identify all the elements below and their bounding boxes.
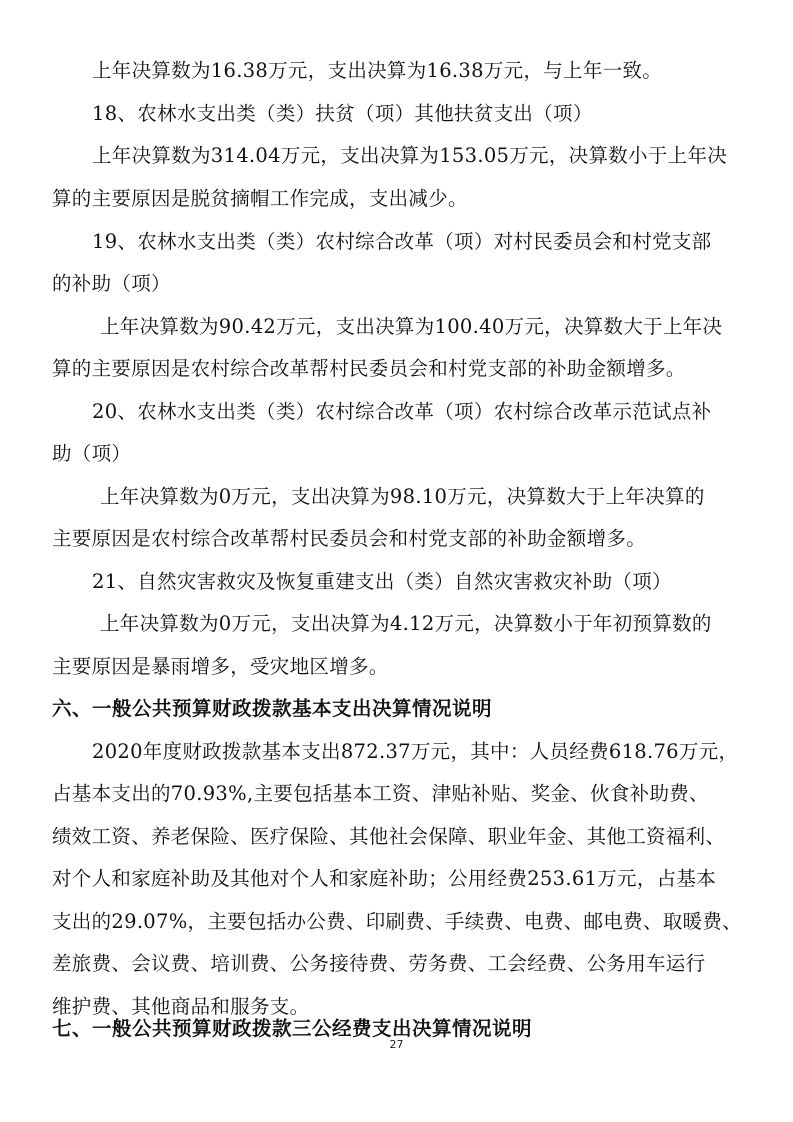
paragraph-line: 算的主要原因是脱贫摘帽工作完成，支出减少。 (52, 187, 468, 210)
paragraph-line: 上年决算数为0万元，支出决算为4.12万元，决算数小于年初预算数的 (100, 612, 712, 635)
paragraph-line: 2020年度财政拨款基本支出872.37万元，其中：人员经费618.76万元， (92, 740, 739, 763)
paragraph-line: 的补助（项） (52, 272, 171, 295)
paragraph-line: 占基本支出的70.93%,主要包括基本工资、津贴补贴、奖金、伙食补助费、 (52, 782, 709, 805)
page-number: 27 (389, 1038, 404, 1051)
paragraph-line: 上年决算数为0万元，支出决算为98.10万元，决算数大于上年决算的 (100, 485, 705, 508)
item-heading-18: 18、农林水支出类（类）扶贫（项）其他扶贫支出（项） (92, 102, 593, 125)
paragraph-line: 主要原因是暴雨增多，受灾地区增多。 (52, 655, 389, 678)
item-heading-21: 21、自然灾害救灾及恢复重建支出（类）自然灾害救灾补助（项） (92, 570, 672, 593)
paragraph-line: 绩效工资、养老保险、医疗保险、其他社会保障、职业年金、其他工资福利、 (52, 825, 726, 848)
paragraph-line: 上年决算数为90.42万元，支出决算为100.40万元，决算数大于上年决 (100, 315, 723, 338)
paragraph-line: 助（项） (52, 442, 132, 465)
paragraph-line: 支出的29.07%，主要包括办公费、印刷费、手续费、电费、邮电费、取暖费、 (52, 910, 742, 933)
paragraph-line: 上年决算数为16.38万元，支出决算为16.38万元，与上年一致。 (92, 59, 663, 82)
paragraph-line: 主要原因是农村综合改革帮村民委员会和村党支部的补助金额增多。 (52, 527, 647, 550)
paragraph-line: 算的主要原因是农村综合改革帮村民委员会和村党支部的补助金额增多。 (52, 357, 686, 380)
paragraph-line: 差旅费、会议费、培训费、公务接待费、劳务费、工会经费、公务用车运行 (52, 952, 706, 975)
item-heading-20: 20、农林水支出类（类）农村综合改革（项）农村综合改革示范试点补 (92, 400, 712, 423)
section-heading-7: 七、一般公共预算财政拨款三公经费支出决算情况说明 (52, 1017, 533, 1040)
paragraph-line: 上年决算数为314.04万元，支出决算为153.05万元，决算数小于上年决 (92, 144, 728, 167)
section-heading-6: 六、一般公共预算财政拨款基本支出决算情况说明 (52, 697, 493, 720)
paragraph-line: 维护费、其他商品和服务支。 (52, 995, 310, 1018)
paragraph-line: 对个人和家庭补助及其他对个人和家庭补助；公用经费253.61万元，占基本 (52, 867, 717, 890)
item-heading-19: 19、农林水支出类（类）农村综合改革（项）对村民委员会和村党支部 (92, 230, 712, 253)
